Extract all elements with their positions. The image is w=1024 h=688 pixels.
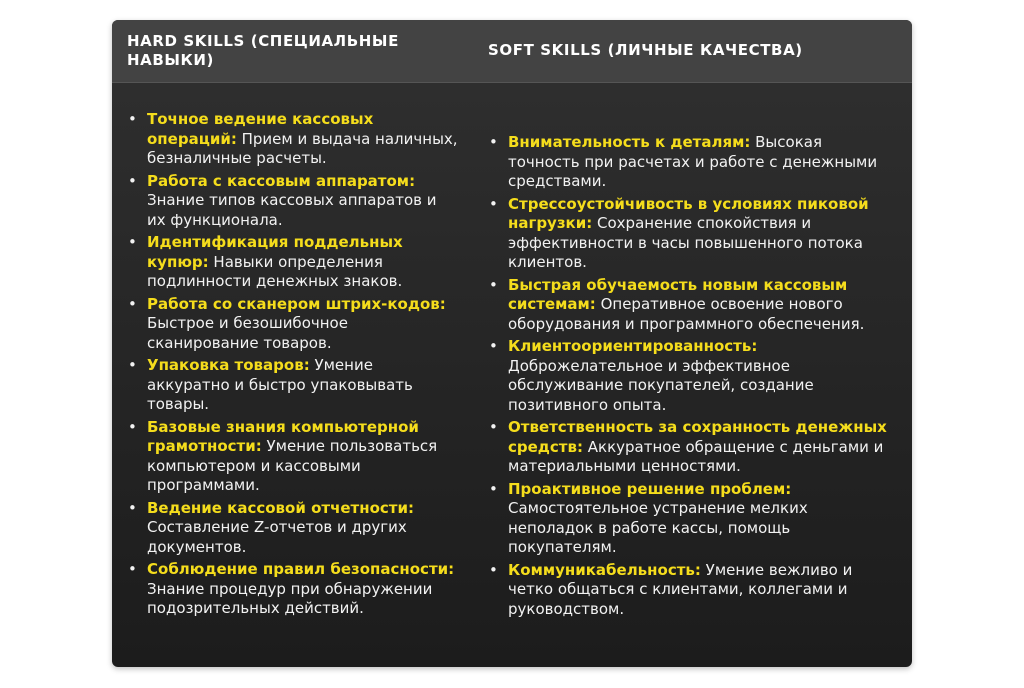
- skill-term: Клиентоориентированность:: [508, 337, 758, 355]
- list-item: [489, 133, 897, 192]
- skill-description: Высокая точность при расчетах и работе с денежными средствами.: [508, 133, 878, 190]
- skill-term: Соблюдение правил безопасности:: [147, 560, 455, 578]
- table-header: [112, 20, 912, 83]
- skill-description: Аккуратное обращение с деньгами и материальными ценностями.: [508, 437, 884, 475]
- bullet-icon: •: [128, 498, 137, 517]
- skill-description: Прием и выдача наличных, безналичные расчеты.: [147, 129, 458, 167]
- hard-skills-list: [128, 110, 458, 622]
- skill-term: Ответственность за сохранность денежных средств:: [508, 418, 887, 456]
- list-item: [489, 337, 897, 415]
- bullet-icon: •: [128, 417, 137, 436]
- bullet-icon: •: [489, 133, 498, 151]
- list-item: [128, 172, 458, 231]
- skill-term: Коммуникабельность:: [508, 560, 701, 579]
- list-item: [489, 480, 897, 558]
- soft-skills-list: [489, 133, 897, 622]
- bullet-icon: •: [489, 337, 498, 355]
- bullet-icon: •: [128, 560, 137, 578]
- bullet-icon: •: [489, 560, 498, 579]
- skill-description: Составление Z-отчетов и других документов.: [147, 518, 407, 556]
- list-item: [128, 560, 458, 619]
- list-item: [128, 499, 458, 558]
- skill-description: Оперативное освоение нового оборудования и программного обеспечения.: [508, 295, 865, 333]
- skill-description: Знание процедур при обнаружении подозрительных действий.: [147, 579, 433, 617]
- list-item: [489, 561, 897, 620]
- skill-description: Быстрое и безошибочное сканирование товаров.: [147, 314, 348, 352]
- skill-description: Умение вежливо и четко общаться с клиентами, коллегами и руководством.: [508, 560, 853, 618]
- list-item: [128, 233, 458, 292]
- bullet-icon: •: [489, 275, 498, 294]
- skill-description: Доброжелательное и эффективное обслуживание покупателей, создание позитивного опыта.: [508, 356, 814, 414]
- list-item: [128, 110, 458, 169]
- skill-description: Умение аккуратно и быстро упаковывать товары.: [147, 356, 413, 413]
- skill-description: Сохранение спокойствия и эффективности в часы повышенного потока клиентов.: [508, 214, 863, 271]
- list-item: [489, 418, 897, 477]
- list-item: [489, 195, 897, 273]
- soft-skills-header: SOFT SKILLS (ЛИЧНЫЕ КАЧЕСТВА): [488, 41, 803, 59]
- skill-term: Базовые знания компьютерной грамотности:: [147, 417, 419, 455]
- bullet-icon: •: [489, 194, 498, 213]
- hard-skills-header: HARD SKILLS (СПЕЦИАЛЬНЫЕ НАВЫКИ): [127, 32, 399, 69]
- skill-term: Стрессоустойчивость в условиях пиковой нагрузки:: [508, 194, 869, 232]
- list-item: [489, 276, 897, 335]
- skill-term: Работа со сканером штрих-кодов:: [147, 294, 446, 313]
- list-item: [128, 295, 458, 354]
- skill-term: Точное ведение кассовых операций:: [147, 110, 374, 148]
- list-item: [128, 356, 458, 415]
- bullet-icon: •: [128, 110, 137, 128]
- list-item: [128, 418, 458, 496]
- skill-term: Идентификация поддельных купюр:: [147, 233, 403, 271]
- bullet-icon: •: [489, 418, 498, 436]
- bullet-icon: •: [489, 479, 498, 498]
- skill-description: Знание типов кассовых аппаратов и их функционала.: [147, 191, 437, 229]
- skill-term: Внимательность к деталям:: [508, 133, 751, 151]
- skill-term: Ведение кассовой отчетности:: [147, 498, 415, 517]
- skill-term: Проактивное решение проблем:: [508, 479, 792, 498]
- skill-description: Самостоятельное устранение мелких неполадок в работе кассы, помощь покупателям.: [508, 499, 808, 556]
- skill-term: Работа с кассовым аппаратом:: [147, 171, 416, 190]
- skill-description: Навыки определения подлинности денежных знаков.: [147, 252, 403, 290]
- bullet-icon: •: [128, 294, 137, 313]
- bullet-icon: •: [128, 356, 137, 374]
- skill-term: Быстрая обучаемость новым кассовым системам:: [508, 275, 848, 313]
- bullet-icon: •: [128, 233, 137, 251]
- skills-table: [112, 20, 912, 667]
- skill-term: Упаковка товаров:: [147, 356, 310, 374]
- skill-description: Умение пользоваться компьютером и кассовыми программами.: [147, 437, 438, 494]
- bullet-icon: •: [128, 171, 137, 190]
